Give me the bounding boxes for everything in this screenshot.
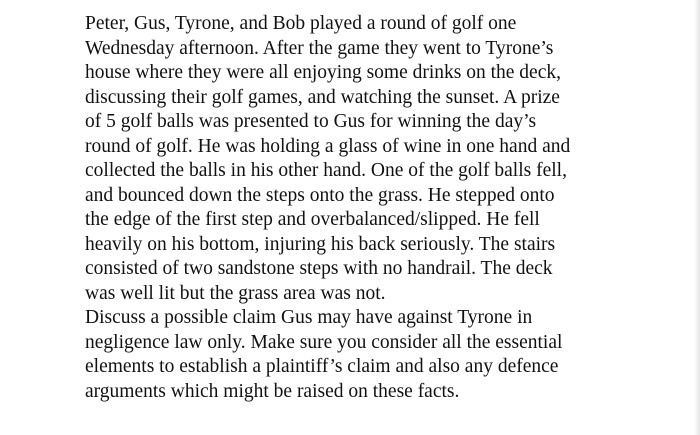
text-line: collected the balls in his other hand. One of the golf balls fell, <box>85 160 567 181</box>
text-line: Wednesday afternoon. After the game they went to Tyrone’s <box>85 37 554 59</box>
text-line: consisted of two sandstone steps with no handrail. The deck <box>85 258 553 279</box>
text-line: was well lit but the grass area was not. <box>85 282 386 304</box>
paragraph-facts <box>85 12 685 306</box>
page-edge-shadow <box>694 0 700 435</box>
paragraph-question <box>85 306 685 404</box>
text-line: the edge of the first step and overbalanced/slipped. He fell <box>85 209 540 230</box>
text-line: Discuss a possible claim Gus may have against Tyrone in <box>85 307 533 328</box>
text-line: elements to establish a plaintiff’s claim and also any defence <box>85 356 559 377</box>
text-line: discussing their golf games, and watching the sunset. A prize <box>85 86 560 108</box>
text-line: round of golf. He was holding a glass of wine in one hand and <box>85 135 571 157</box>
text-line: of 5 golf balls was presented to Gus for winning the day’s <box>85 111 537 132</box>
text-line: arguments which might be raised on these facts. <box>85 380 460 402</box>
text-line: heavily on his bottom, injuring his back seriously. The stairs <box>85 233 556 255</box>
text-line: negligence law only. Make sure you consider all the essential <box>85 331 563 353</box>
text-line: Peter, Gus, Tyrone, and Bob played a round of golf one <box>85 13 517 34</box>
document-text <box>85 12 685 404</box>
text-line: house where they were all enjoying some drinks on the deck, <box>85 62 561 83</box>
text-line: and bounced down the steps onto the grass. He stepped onto <box>85 184 555 206</box>
